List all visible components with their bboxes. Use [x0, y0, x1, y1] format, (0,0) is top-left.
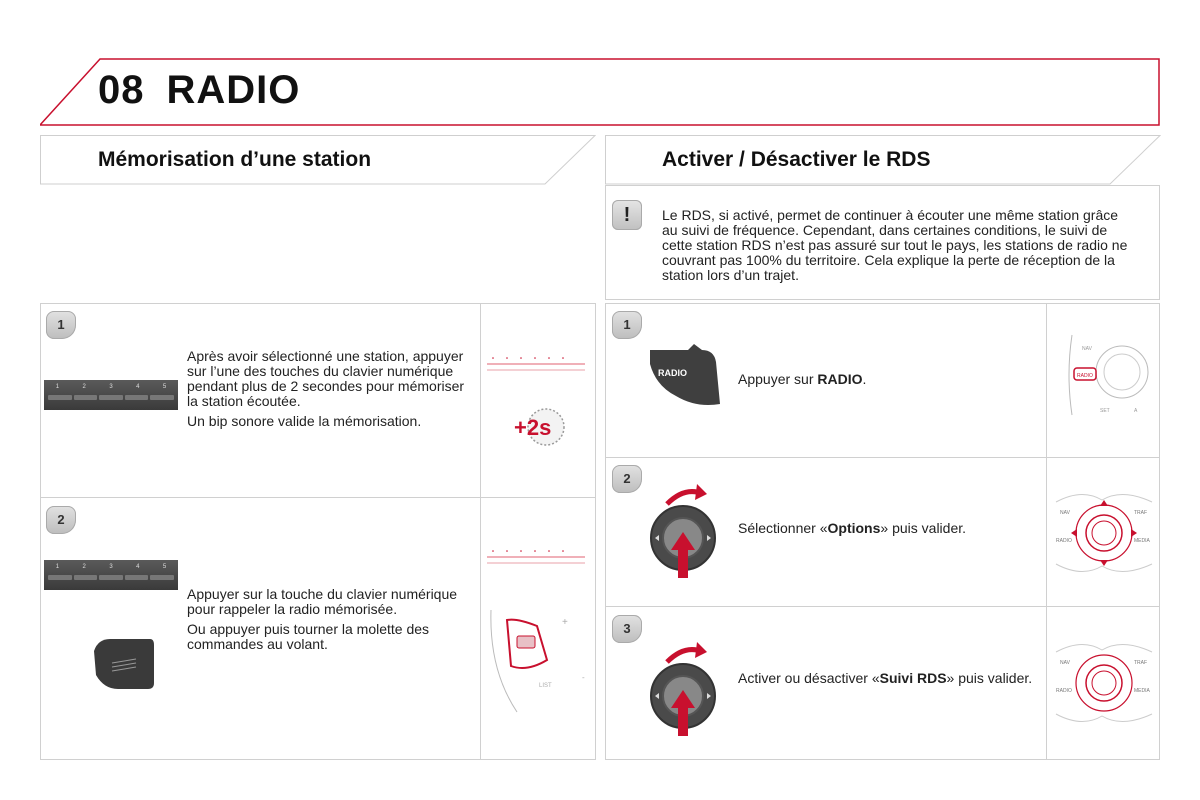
- hold-2s-label: +2s: [514, 415, 552, 440]
- control-panel-thumbnail: [1052, 638, 1156, 728]
- right-step3-text: [738, 671, 1038, 686]
- step-badge: 1: [612, 311, 642, 339]
- step-badge: 3: [612, 615, 642, 643]
- hold-2s-icon: [510, 404, 570, 450]
- instruction-text: Appuyer sur: [738, 371, 818, 387]
- divider: [480, 303, 481, 498]
- instruction-bold: Options: [827, 520, 881, 536]
- media-label: MEDIA: [1134, 538, 1150, 544]
- instruction-text: Ou appuyer puis tourner la molette des commandes au volant.: [187, 621, 430, 652]
- traf-label: TRAF: [1134, 660, 1148, 666]
- instruction-text: » puis valider.: [946, 670, 1033, 686]
- instruction-text: .: [862, 371, 867, 387]
- radio-button-label: RADIO: [658, 368, 687, 378]
- step-badge: 2: [46, 506, 76, 534]
- set-label: SET: [1100, 408, 1110, 414]
- chapter-number: 08: [98, 68, 145, 112]
- left-step2-text: [187, 587, 472, 657]
- keypad-number: 2: [82, 564, 86, 570]
- keypad-number: 5: [162, 564, 167, 570]
- numeric-keypad: [44, 380, 178, 410]
- divider: [1046, 303, 1047, 458]
- nav-label: NAV: [1060, 510, 1070, 516]
- step-badge: 1: [46, 311, 76, 339]
- radio-button-icon: [648, 342, 720, 408]
- instruction-bold: RADIO: [817, 371, 863, 387]
- svg-text:-: -: [582, 673, 585, 682]
- radio-label: RADIO: [1056, 688, 1072, 694]
- instruction-text: Activer ou désactiver «: [738, 670, 880, 686]
- step-badge: 2: [612, 465, 642, 493]
- left-section-title: Mémorisation d’une station: [98, 148, 372, 171]
- keypad-number: 4: [136, 384, 140, 390]
- steering-wheel-controls-thumbnail: [487, 600, 590, 715]
- instruction-text: Un bip sonore valide la mémorisation.: [187, 413, 422, 429]
- keypad-thumbnail: [485, 352, 590, 378]
- keypad-number: 3: [109, 384, 113, 390]
- keypad-number: 3: [109, 564, 113, 570]
- media-label: MEDIA: [1134, 688, 1150, 694]
- keypad-number: 1: [55, 384, 60, 390]
- warning-icon: !: [612, 200, 642, 230]
- traf-label: TRAF: [1134, 510, 1148, 516]
- instruction-text: Sélectionner «: [738, 520, 828, 536]
- keypad-number: 2: [82, 384, 86, 390]
- rotary-knob-icon: [645, 480, 725, 580]
- keypad-number: 4: [136, 564, 140, 570]
- radio-panel-thumbnail: [1062, 330, 1152, 430]
- nav-label: NAV: [1082, 346, 1092, 352]
- left-step1-text: [187, 349, 472, 434]
- radio-label: RADIO: [1056, 538, 1072, 544]
- keypad-number: 1: [55, 564, 60, 570]
- divider: [480, 497, 481, 760]
- chapter-title: RADIO: [166, 68, 301, 112]
- instruction-text: » puis valider.: [880, 520, 967, 536]
- svg-text:+: +: [562, 617, 568, 628]
- steering-wheel-button-icon: [88, 635, 158, 693]
- list-label: LIST: [539, 683, 552, 689]
- radio-label: RADIO: [1077, 373, 1093, 379]
- nav-label: NAV: [1060, 660, 1070, 666]
- a-label: A: [1134, 408, 1138, 414]
- divider: [1046, 457, 1047, 607]
- keypad-number: 5: [162, 384, 167, 390]
- page-title: [98, 68, 300, 113]
- rotary-knob-icon: [645, 638, 725, 738]
- right-step2-text: [738, 521, 966, 536]
- numeric-keypad: [44, 560, 178, 590]
- instruction-text: Après avoir sélectionné une station, appuyer sur l’une des touches du clavier numérique pendant plus de 2 secondes pour mémoriser la station écoutée.: [187, 348, 465, 409]
- right-step1-text: [738, 372, 866, 387]
- rds-note-text: Le RDS, si activé, permet de continuer à écouter une même station grâce au suivi de fréquence. Cependant, dans certaines conditions, le suivi de cette station RDS n’est pas assuré sur tout le pays, les stations de radio ne couvrant pas 100% du territoire. Cela explique la perte de réception de la station lors d’un trajet.: [662, 207, 1128, 283]
- divider: [1046, 606, 1047, 760]
- right-section-title: Activer / Désactiver le RDS: [662, 148, 931, 171]
- instruction-text: Appuyer sur la touche du clavier numérique pour rappeler la radio mémorisée.: [187, 586, 458, 617]
- control-panel-thumbnail: [1052, 488, 1156, 578]
- keypad-thumbnail: [485, 545, 590, 571]
- instruction-bold: Suivi RDS: [879, 670, 947, 686]
